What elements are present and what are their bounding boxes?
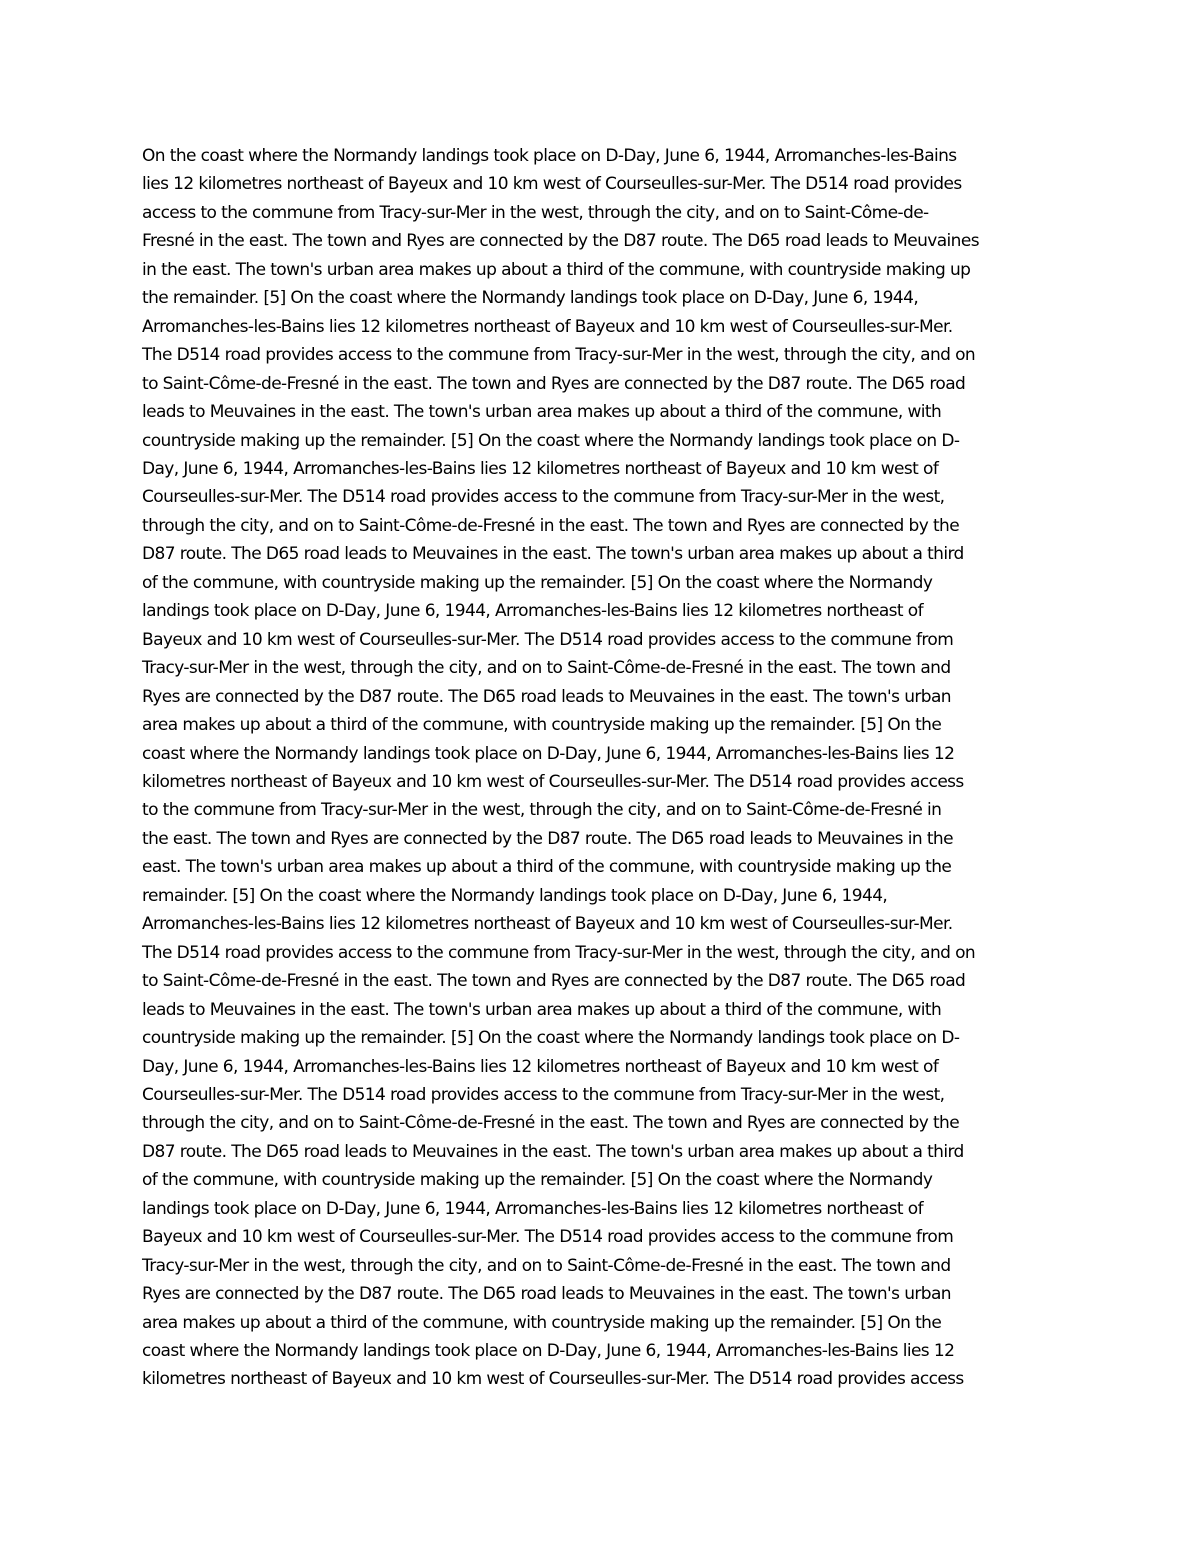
body-paragraph	[142, 142, 1062, 1394]
text-line: Day, June 6, 1944, Arromanches-les-Bains lies 12 kilometres northeast of Bayeux and 10 km west of	[142, 1056, 939, 1077]
text-line: The D514 road provides access to the commune from Tracy-sur-Mer in the west, through the city, and on	[142, 942, 976, 963]
text-line: access to the commune from Tracy-sur-Mer in the west, through the city, and on to Saint-Côme-de-	[142, 202, 929, 223]
text-line: Ryes are connected by the D87 route. The D65 road leads to Meuvaines in the east. The town's urban	[142, 1284, 951, 1305]
text-line: Fresné in the east. The town and Ryes are connected by the D87 route. The D65 road leads to Meuvaines	[142, 231, 979, 252]
text-line: countryside making up the remainder. [5] On the coast where the Normandy landings took place on D-	[142, 1028, 960, 1049]
text-line: Courseulles-sur-Mer. The D514 road provides access to the commune from Tracy-sur-Mer in the west,	[142, 1084, 945, 1105]
text-line: landings took place on D-Day, June 6, 1944, Arromanches-les-Bains lies 12 kilometres northeast of	[142, 1198, 923, 1219]
text-line: in the east. The town's urban area makes up about a third of the commune, with countryside making up	[142, 259, 971, 280]
text-line: coast where the Normandy landings took place on D-Day, June 6, 1944, Arromanches-les-Bains lies 12	[142, 1341, 955, 1362]
text-line: to the commune from Tracy-sur-Mer in the west, through the city, and on to Saint-Côme-de-Fresné in	[142, 800, 942, 821]
text-line: of the commune, with countryside making up the remainder. [5] On the coast where the Normandy	[142, 572, 933, 593]
text-line: of the commune, with countryside making up the remainder. [5] On the coast where the Normandy	[142, 1170, 933, 1191]
text-line: D87 route. The D65 road leads to Meuvaines in the east. The town's urban area makes up about a third	[142, 1141, 964, 1162]
text-line: Arromanches-les-Bains lies 12 kilometres northeast of Bayeux and 10 km west of Courseulles-sur-Mer.	[142, 316, 953, 337]
text-line: Bayeux and 10 km west of Courseulles-sur-Mer. The D514 road provides access to the commune from	[142, 1227, 954, 1248]
text-line: D87 route. The D65 road leads to Meuvaines in the east. The town's urban area makes up about a third	[142, 544, 964, 565]
text-line: lies 12 kilometres northeast of Bayeux and 10 km west of Courseulles-sur-Mer. The D514 road provides	[142, 174, 962, 195]
text-line: remainder. [5] On the coast where the Normandy landings took place on D-Day, June 6, 1944,	[142, 885, 888, 906]
text-line: countryside making up the remainder. [5] On the coast where the Normandy landings took place on D-	[142, 430, 960, 451]
text-line: through the city, and on to Saint-Côme-de-Fresné in the east. The town and Ryes are connected by the	[142, 515, 960, 536]
text-line: Arromanches-les-Bains lies 12 kilometres northeast of Bayeux and 10 km west of Courseulles-sur-Mer.	[142, 914, 953, 935]
text-line: Tracy-sur-Mer in the west, through the city, and on to Saint-Côme-de-Fresné in the east. The town and	[142, 1255, 951, 1276]
text-line: kilometres northeast of Bayeux and 10 km west of Courseulles-sur-Mer. The D514 road provides access	[142, 1369, 964, 1390]
text-line: Bayeux and 10 km west of Courseulles-sur-Mer. The D514 road provides access to the commune from	[142, 629, 954, 650]
text-line: through the city, and on to Saint-Côme-de-Fresné in the east. The town and Ryes are connected by the	[142, 1113, 960, 1134]
text-line: to Saint-Côme-de-Fresné in the east. The town and Ryes are connected by the D87 route. The D65 road	[142, 971, 966, 992]
text-line: the remainder. [5] On the coast where the Normandy landings took place on D-Day, June 6, 1944,	[142, 288, 919, 309]
text-line: Courseulles-sur-Mer. The D514 road provides access to the commune from Tracy-sur-Mer in the west,	[142, 487, 945, 508]
text-line: leads to Meuvaines in the east. The town's urban area makes up about a third of the commune, with	[142, 402, 942, 423]
text-line: Ryes are connected by the D87 route. The D65 road leads to Meuvaines in the east. The town's urban	[142, 686, 951, 707]
text-line: area makes up about a third of the commune, with countryside making up the remainder. [5] On the	[142, 1312, 942, 1333]
text-line: area makes up about a third of the commune, with countryside making up the remainder. [5] On the	[142, 715, 942, 736]
text-line: coast where the Normandy landings took place on D-Day, June 6, 1944, Arromanches-les-Bains lies 12	[142, 743, 955, 764]
text-line: Tracy-sur-Mer in the west, through the city, and on to Saint-Côme-de-Fresné in the east. The town and	[142, 658, 951, 679]
text-line: Day, June 6, 1944, Arromanches-les-Bains lies 12 kilometres northeast of Bayeux and 10 km west of	[142, 458, 939, 479]
text-line: The D514 road provides access to the commune from Tracy-sur-Mer in the west, through the city, and on	[142, 345, 976, 366]
text-line: landings took place on D-Day, June 6, 1944, Arromanches-les-Bains lies 12 kilometres northeast of	[142, 601, 923, 622]
text-line: east. The town's urban area makes up about a third of the commune, with countryside making up the	[142, 857, 952, 878]
text-line: the east. The town and Ryes are connected by the D87 route. The D65 road leads to Meuvaines in the	[142, 828, 953, 849]
text-line: to Saint-Côme-de-Fresné in the east. The town and Ryes are connected by the D87 route. The D65 road	[142, 373, 966, 394]
text-line: kilometres northeast of Bayeux and 10 km west of Courseulles-sur-Mer. The D514 road provides access	[142, 771, 964, 792]
text-line: leads to Meuvaines in the east. The town's urban area makes up about a third of the commune, with	[142, 999, 942, 1020]
text-line: On the coast where the Normandy landings took place on D-Day, June 6, 1944, Arromanches-les-Bains	[142, 146, 957, 166]
